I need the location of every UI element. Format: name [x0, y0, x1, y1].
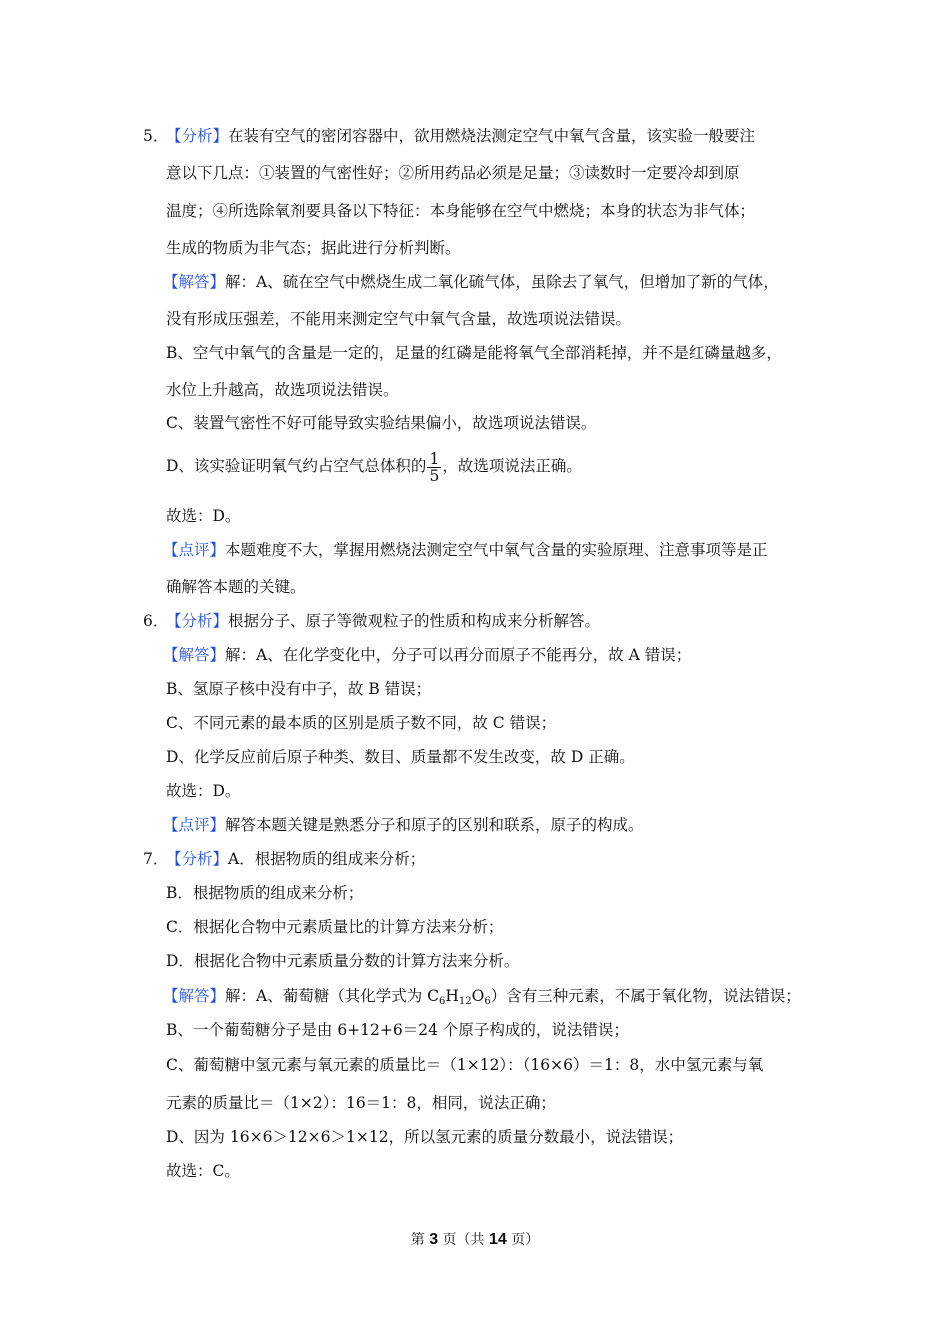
text-line: 水位上升越高，故选项说法错误。 [166, 381, 399, 399]
answer-paragraph: 【解答】解：A、葡萄糖（其化学式为 $C_6H_{12}O_6$）含有三种元素，不属于氧化物，说法错误； [163, 987, 801, 1007]
text-line: A．根据物质的组成来分析； [228, 850, 426, 868]
text-line: 生成的物质为非气态；据此进行分析判断。 [166, 239, 461, 257]
text-line: 本题难度不大，掌握用燃烧法测定空气中氧气含量的实验原理、注意事项等是正 [225, 541, 768, 559]
analysis-paragraph [166, 611, 600, 631]
answer-paragraph [163, 645, 691, 665]
conclusion: 故选：D。 [166, 507, 241, 525]
comment-tag: 【点评】 [163, 541, 226, 559]
total-pages: 14 [489, 1231, 507, 1248]
answer-tag: 【解答】 [163, 987, 226, 1005]
comment-paragraph [163, 540, 768, 560]
text-line: 确解答本题的关键。 [166, 578, 306, 596]
conclusion: 故选：C。 [166, 1162, 240, 1180]
page-number: 3 [429, 1231, 439, 1248]
answer-paragraph [163, 272, 779, 292]
text-line: C．根据化合物中元素质量比的计算方法来分析； [166, 918, 504, 936]
comment-paragraph [163, 815, 644, 835]
analysis-tag: 【分析】 [166, 850, 229, 868]
page-footer: 第 3 页（共 14 页） [410, 1231, 540, 1248]
text-line: 解：A、在化学变化中，分子可以再分而原子不能再分，故 A 错误； [225, 646, 692, 664]
analysis-tag: 【分析】 [166, 612, 229, 630]
text-line: 根据分子、原子等微观粒子的性质和构成来分析解答。 [228, 612, 601, 630]
text-line: B、氢原子核中没有中子，故 B 错误； [166, 680, 432, 698]
question-number: 6． [143, 612, 169, 630]
option-d-with-fraction: D、该实验证明氧气约占空气总体积的 $\frac{1}{5}$ ，故选项说法正确。 [166, 449, 582, 485]
text-line: C、装置气密性不好可能导致实验结果偏小，故选项说法错误。 [166, 414, 597, 432]
text-line: 解：A、硫在空气中燃烧生成二氧化硫气体，虽除去了氧气，但增加了新的气体， [225, 273, 779, 291]
text-line: B、一个葡萄糖分子是由 6+12+6＝24 个原子构成的，说法错误； [166, 1021, 629, 1039]
text-line: 元素的质量比＝（1×2）：16＝1：8，相同，说法正确； [166, 1094, 556, 1112]
comment-tag: 【点评】 [163, 816, 226, 834]
analysis-tag: 【分析】 [166, 127, 229, 145]
text-line: 温度；④所选除氧剂要具备以下特征：本身能够在空气中燃烧；本身的状态为非气体； [166, 202, 756, 220]
text-line: 解答本题关键是熟悉分子和原子的区别和联系，原子的构成。 [225, 816, 644, 834]
question-number: 7． [143, 850, 169, 868]
answer-tag: 【解答】 [163, 646, 226, 664]
fraction: $\frac{1}{5}$ [429, 449, 440, 485]
text-line: D、化学反应前后原子种类、数目、质量都不发生改变，故 D 正确。 [166, 748, 635, 766]
text-line: C、不同元素的最本质的区别是质子数不同，故 C 错误； [166, 714, 557, 732]
text-line: C、葡萄糖中氢元素与氧元素的质量比＝（1×12）：（16×6）＝1：8，水中氢元素与氧 [166, 1056, 764, 1074]
text-line: B．根据物质的组成来分析； [166, 884, 364, 902]
question-number: 5． [143, 127, 169, 145]
analysis-paragraph [166, 849, 425, 869]
text-line: B、空气中氧气的含量是一定的，足量的红磷是能将氧气全部消耗掉，并不是红磷量越多， [166, 344, 782, 362]
text-line: 在装有空气的密闭容器中，欲用燃烧法测定空气中氧气含量，该实验一般要注 [228, 127, 756, 145]
conclusion: 故选：D。 [166, 782, 241, 800]
text-line: 意以下几点：①装置的气密性好；②所用药品必须是足量；③读数时一定要冷却到原 [166, 164, 740, 182]
text-line: D、因为 16×6＞12×6＞1×12，所以氢元素的质量分数最小，说法错误； [166, 1128, 684, 1146]
answer-tag: 【解答】 [163, 273, 226, 291]
text-line: D．根据化合物中元素质量分数的计算方法来分析。 [166, 952, 520, 970]
analysis-paragraph [166, 126, 755, 146]
text-line: 没有形成压强差，不能用来测定空气中氧气含量，故选项说法错误。 [166, 310, 632, 328]
